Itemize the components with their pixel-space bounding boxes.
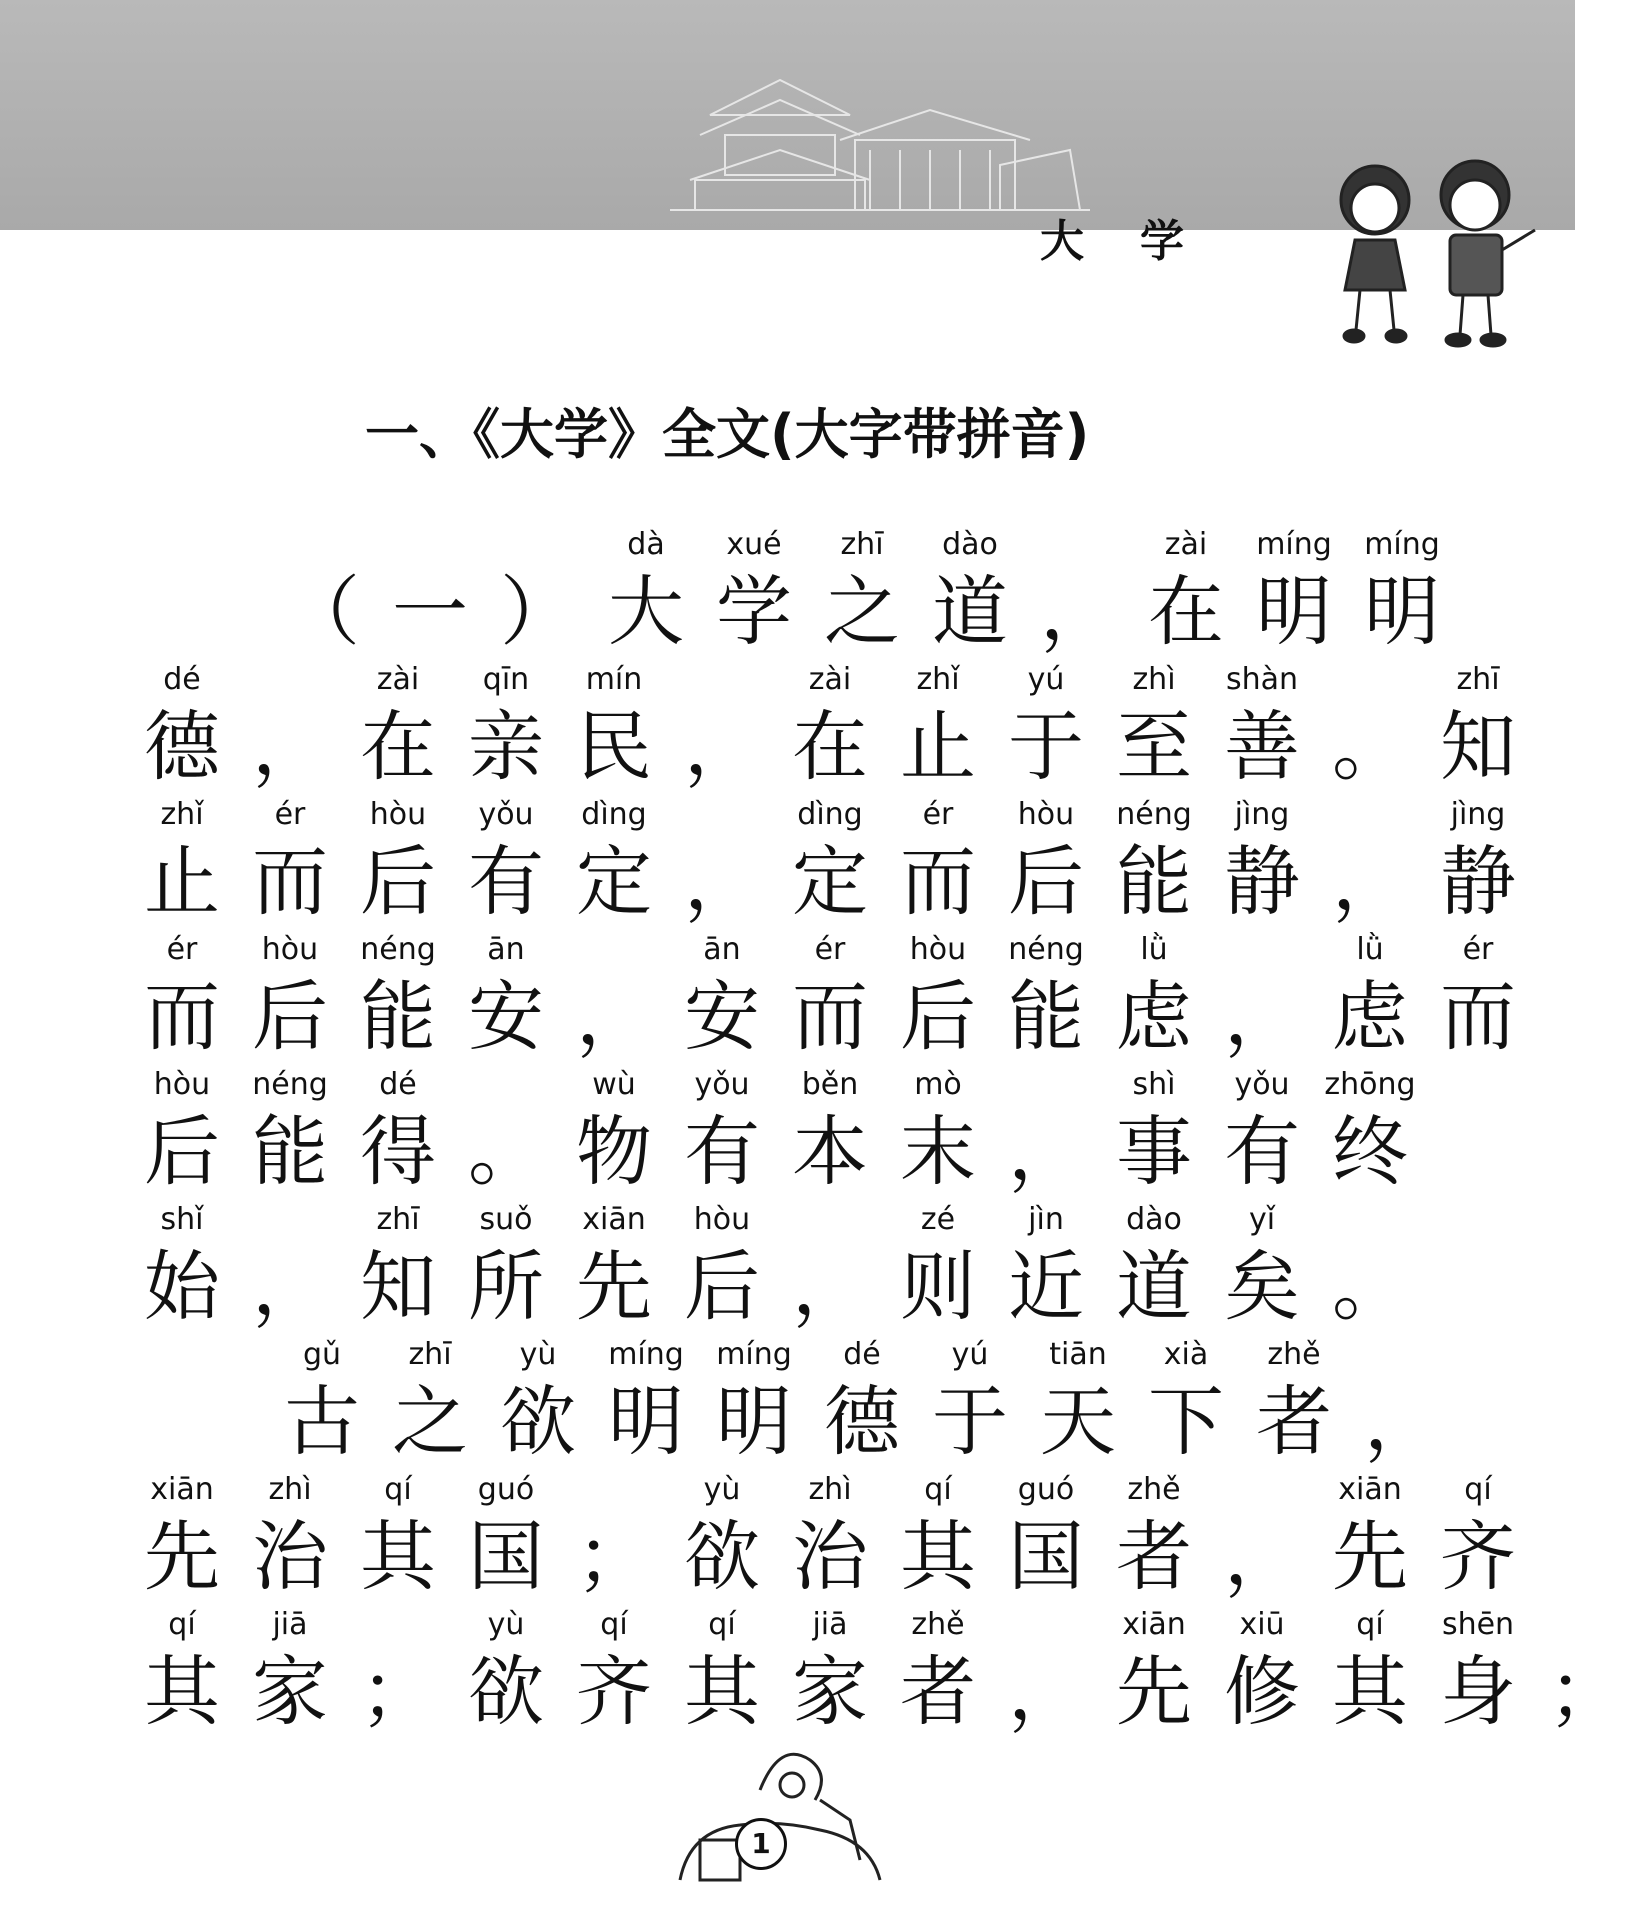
pinyin: qí (924, 1472, 952, 1507)
text-line (128, 660, 1516, 795)
pinyin: xiān (582, 1202, 646, 1237)
hanzi: ； (360, 1647, 436, 1736)
hanzi: 。 (1332, 1242, 1408, 1331)
pinyin: zhī (376, 1202, 420, 1237)
hanzi: 终 (1332, 1107, 1408, 1196)
hanzi: 国 (468, 1512, 544, 1601)
hanzi: 后 (1008, 837, 1084, 926)
hanzi: 先 (1116, 1647, 1192, 1736)
hanzi: 而 (144, 972, 220, 1061)
pinyin: xià (1163, 1337, 1209, 1372)
pinyin: hòu (693, 1202, 751, 1237)
pinyin: shǐ (160, 1202, 204, 1237)
pinyin: xiān (1122, 1607, 1186, 1642)
hanzi: 得 (360, 1107, 436, 1196)
hanzi: 而 (1440, 972, 1516, 1061)
hanzi: 德 (824, 1377, 900, 1466)
hanzi: 。 (1332, 702, 1408, 791)
pinyin: qīn (482, 662, 530, 697)
pinyin: zhī (408, 1337, 452, 1372)
hanzi: 后 (144, 1107, 220, 1196)
hanzi: 始 (144, 1242, 220, 1331)
hanzi: ， (576, 972, 652, 1061)
hanzi: 道 (932, 567, 1008, 656)
hanzi: 明 (1256, 567, 1332, 656)
hanzi: 知 (360, 1242, 436, 1331)
hanzi: 先 (576, 1242, 652, 1331)
hanzi: 能 (1008, 972, 1084, 1061)
pinyin: dé (379, 1067, 417, 1102)
hanzi: 而 (900, 837, 976, 926)
pinyin: jìng (1450, 797, 1506, 832)
hanzi: 。 (468, 1107, 544, 1196)
hanzi: 所 (468, 1242, 544, 1331)
hanzi: 一 (392, 567, 468, 656)
hanzi: ， (792, 1242, 868, 1331)
hanzi: 者 (1256, 1377, 1332, 1466)
pinyin: dìng (797, 797, 863, 832)
header-title-char: 大 (1040, 216, 1084, 267)
pinyin: shì (1132, 1067, 1176, 1102)
pinyin: shàn (1225, 662, 1299, 697)
pinyin: ér (922, 797, 954, 832)
hanzi: 安 (468, 972, 544, 1061)
hanzi: 其 (900, 1512, 976, 1601)
hanzi: 后 (360, 837, 436, 926)
pinyin: xiān (150, 1472, 214, 1507)
hanzi: 静 (1440, 837, 1516, 926)
text-line (128, 1605, 1624, 1740)
hanzi: 能 (360, 972, 436, 1061)
hanzi: 其 (360, 1512, 436, 1601)
pinyin: zài (808, 662, 852, 697)
pinyin: jìng (1234, 797, 1290, 832)
hanzi: 在 (1148, 567, 1224, 656)
hanzi: 善 (1224, 702, 1300, 791)
hanzi: 后 (900, 972, 976, 1061)
pinyin: zhě (911, 1607, 965, 1642)
pinyin: yù (703, 1472, 741, 1507)
pinyin: ān (487, 932, 525, 967)
hanzi: 欲 (684, 1512, 760, 1601)
text-line (128, 1335, 1440, 1470)
pinyin: zhǐ (916, 662, 960, 697)
text-line (128, 525, 1440, 660)
section-heading: 一、《大学》全文(大字带拼音) (365, 403, 1090, 466)
hanzi: ， (1224, 1512, 1300, 1601)
pinyin: dìng (581, 797, 647, 832)
pinyin: lǜ (1140, 932, 1168, 967)
pinyin: dà (627, 527, 665, 562)
hanzi: 至 (1116, 702, 1192, 791)
pinyin: zhī (1456, 662, 1500, 697)
hanzi: ， (1040, 567, 1116, 656)
hanzi: 德 (144, 702, 220, 791)
hanzi: 在 (792, 702, 868, 791)
pinyin: qí (1464, 1472, 1492, 1507)
hanzi: 末 (900, 1107, 976, 1196)
pinyin: hòu (369, 797, 427, 832)
pinyin: jìn (1028, 1202, 1064, 1237)
pinyin: zhì (1132, 662, 1176, 697)
hanzi: 天 (1040, 1377, 1116, 1466)
pinyin: yú (1027, 662, 1065, 697)
pinyin: dào (1126, 1202, 1182, 1237)
hanzi: 先 (1332, 1512, 1408, 1601)
hanzi: 家 (252, 1647, 328, 1736)
pinyin: míng (1256, 527, 1332, 562)
pinyin: ér (166, 932, 198, 967)
pinyin: zhě (1127, 1472, 1181, 1507)
hanzi: ； (1548, 1647, 1624, 1736)
pinyin: zài (376, 662, 420, 697)
hanzi: 于 (932, 1377, 1008, 1466)
pinyin: xiān (1338, 1472, 1402, 1507)
hanzi: 则 (900, 1242, 976, 1331)
hanzi: 能 (1116, 837, 1192, 926)
hanzi: 学 (716, 567, 792, 656)
temple-illustration (670, 55, 1090, 215)
header-title (1040, 205, 1184, 275)
pinyin: zhě (1267, 1337, 1321, 1372)
hanzi: ， (684, 702, 760, 791)
hanzi: 明 (608, 1377, 684, 1466)
hanzi: 事 (1116, 1107, 1192, 1196)
hanzi: 者 (1116, 1512, 1192, 1601)
hanzi: ， (1364, 1377, 1440, 1466)
hanzi: ， (252, 1242, 328, 1331)
pinyin: zhōng (1324, 1067, 1416, 1102)
hanzi: 安 (684, 972, 760, 1061)
pinyin: guó (477, 1472, 535, 1507)
pinyin: zhì (808, 1472, 852, 1507)
pinyin: yù (487, 1607, 525, 1642)
hanzi: 欲 (468, 1647, 544, 1736)
hanzi: 知 (1440, 702, 1516, 791)
hanzi: 在 (360, 702, 436, 791)
hanzi: 定 (576, 837, 652, 926)
pinyin: mò (914, 1067, 962, 1102)
header-title-char: 学 (1140, 216, 1184, 267)
hanzi: 于 (1008, 702, 1084, 791)
pinyin: qí (708, 1607, 736, 1642)
hanzi: 治 (792, 1512, 868, 1601)
pinyin: hòu (909, 932, 967, 967)
text-line (128, 930, 1516, 1065)
hanzi: ， (1008, 1647, 1084, 1736)
pinyin: běn (801, 1067, 859, 1102)
pinyin: guó (1017, 1472, 1075, 1507)
hanzi: 而 (792, 972, 868, 1061)
hanzi: 而 (252, 837, 328, 926)
pinyin: qí (1356, 1607, 1384, 1642)
pinyin: jiā (272, 1607, 308, 1642)
pinyin: ér (814, 932, 846, 967)
hanzi: ， (1332, 837, 1408, 926)
pinyin: néng (252, 1067, 328, 1102)
text-line (128, 795, 1516, 930)
pinyin: hòu (261, 932, 319, 967)
pinyin: hòu (1017, 797, 1075, 832)
hanzi: ， (684, 837, 760, 926)
pinyin: dé (843, 1337, 881, 1372)
pinyin: ān (703, 932, 741, 967)
hanzi: 止 (144, 837, 220, 926)
pinyin: yǐ (1248, 1202, 1276, 1237)
hanzi: 止 (900, 702, 976, 791)
hanzi: 能 (252, 1107, 328, 1196)
hanzi: 下 (1148, 1377, 1224, 1466)
pinyin: néng (360, 932, 436, 967)
pinyin: néng (1116, 797, 1192, 832)
hanzi: 后 (684, 1242, 760, 1331)
hanzi: 齐 (1440, 1512, 1516, 1601)
pinyin: shēn (1441, 1607, 1515, 1642)
hanzi: 之 (824, 567, 900, 656)
pinyin: yǒu (478, 797, 534, 832)
text-line (128, 1065, 1416, 1200)
pinyin: zài (1164, 527, 1208, 562)
hanzi: 齐 (576, 1647, 652, 1736)
text-line (128, 1200, 1408, 1335)
hanzi: 物 (576, 1107, 652, 1196)
hanzi: 明 (716, 1377, 792, 1466)
pinyin: yǒu (1234, 1067, 1290, 1102)
pinyin: yú (951, 1337, 989, 1372)
pinyin: míng (1364, 527, 1440, 562)
hanzi: 明 (1364, 567, 1440, 656)
pinyin: wù (592, 1067, 636, 1102)
hanzi: 有 (684, 1107, 760, 1196)
pinyin: xué (726, 527, 782, 562)
hanzi: 民 (576, 702, 652, 791)
pinyin: zhì (268, 1472, 312, 1507)
pinyin: gǔ (302, 1337, 342, 1372)
hanzi: 亲 (468, 702, 544, 791)
cartoon-children-illustration (1320, 150, 1550, 350)
hanzi: ， (252, 702, 328, 791)
pinyin: dé (163, 662, 201, 697)
pinyin: xiū (1239, 1607, 1285, 1642)
pinyin: yǒu (694, 1067, 750, 1102)
pinyin: hòu (153, 1067, 211, 1102)
hanzi: 其 (684, 1647, 760, 1736)
pinyin: zhǐ (160, 797, 204, 832)
hanzi: 虑 (1116, 972, 1192, 1061)
hanzi: 欲 (500, 1377, 576, 1466)
pinyin: qí (168, 1607, 196, 1642)
hanzi: 矣 (1224, 1242, 1300, 1331)
hanzi: ， (1008, 1107, 1084, 1196)
hanzi: 近 (1008, 1242, 1084, 1331)
pinyin: tiān (1049, 1337, 1107, 1372)
pinyin: zé (920, 1202, 956, 1237)
hanzi: ； (576, 1512, 652, 1601)
pinyin: mín (585, 662, 643, 697)
page-number: 1 (735, 1818, 787, 1870)
text-body (128, 525, 1624, 1740)
hanzi: ， (1224, 972, 1300, 1061)
hanzi: 先 (144, 1512, 220, 1601)
pinyin: zhī (840, 527, 884, 562)
hanzi: 虑 (1332, 972, 1408, 1061)
hanzi: 其 (1332, 1647, 1408, 1736)
pinyin: qí (384, 1472, 412, 1507)
hanzi: 修 (1224, 1647, 1300, 1736)
pinyin: qí (600, 1607, 628, 1642)
hanzi: 后 (252, 972, 328, 1061)
hanzi: 定 (792, 837, 868, 926)
hanzi: 之 (392, 1377, 468, 1466)
pinyin: ér (274, 797, 306, 832)
hanzi: 有 (468, 837, 544, 926)
hanzi: 国 (1008, 1512, 1084, 1601)
hanzi: 其 (144, 1647, 220, 1736)
hanzi: 道 (1116, 1242, 1192, 1331)
pinyin: dào (942, 527, 998, 562)
pinyin: jiā (812, 1607, 848, 1642)
pinyin: lǜ (1356, 932, 1384, 967)
hanzi: （ (284, 567, 360, 656)
hanzi: 治 (252, 1512, 328, 1601)
pinyin: suǒ (479, 1202, 533, 1237)
pinyin: míng (608, 1337, 684, 1372)
hanzi: ） (500, 567, 576, 656)
hanzi: 静 (1224, 837, 1300, 926)
text-line (128, 1470, 1516, 1605)
hanzi: 古 (284, 1377, 360, 1466)
hanzi: 有 (1224, 1107, 1300, 1196)
footer-ornament (670, 1730, 890, 1890)
pinyin: míng (716, 1337, 792, 1372)
pinyin: néng (1008, 932, 1084, 967)
hanzi: 者 (900, 1647, 976, 1736)
hanzi: 大 (608, 567, 684, 656)
hanzi: 家 (792, 1647, 868, 1736)
pinyin: ér (1462, 932, 1494, 967)
hanzi: 本 (792, 1107, 868, 1196)
hanzi: 身 (1440, 1647, 1516, 1736)
pinyin: yù (519, 1337, 557, 1372)
